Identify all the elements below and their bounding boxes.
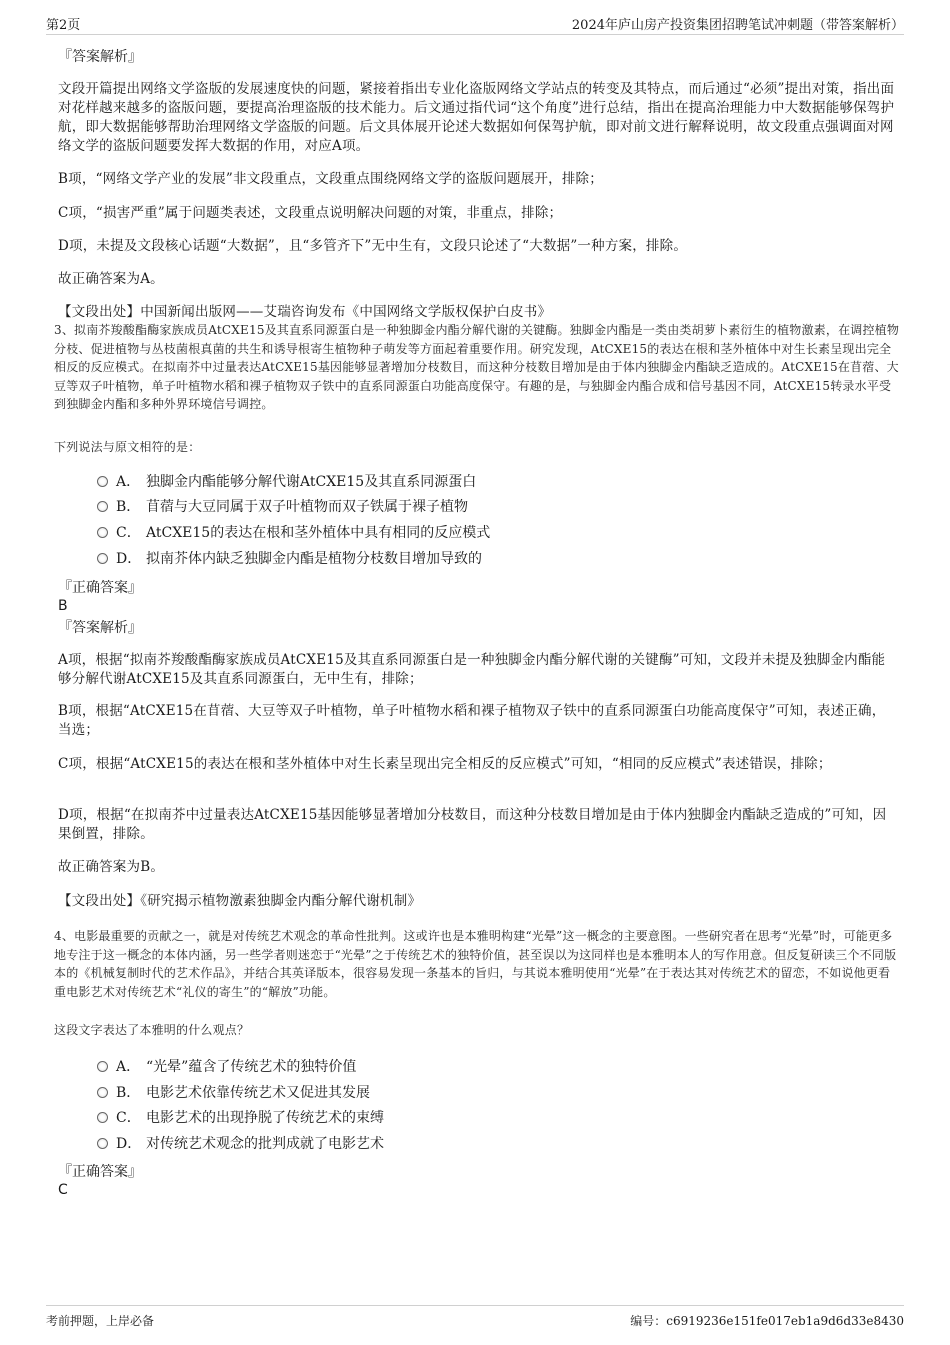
q4-stem: 4、电影最重要的贡献之一，就是对传统艺术观念的革命性批判。这或许也是本雅明构建“光晕”这一概念的主要意图。一些研究者在思考“光晕”时，可能更多地专注于这一概念的本体内涵，另一些学者则迷恋于“光晕”之于传统艺术的独特价值，甚至误以为这同样也是本雅明本人的写作用意。但反复研读三个不同版本的《机械复制时代的艺术作品》，并结合其英译版本，很容易发现一条基本的旨归，与其说本雅明使用“光晕”在于表达其对传统艺术的留恋，不如说他更看重电影艺术对传统艺术“礼仪的寄生”的“解放”功能。 [54, 929, 897, 999]
q3-analysis-label: 『答案解析』 [58, 620, 142, 636]
q2-analysis-c: C项，“损害严重”属于问题类表述，文段重点说明解决问题的对策，非重点，排除； [58, 205, 563, 221]
q3-option-b[interactable]: B． 苜蓿与大豆同属于双子叶植物而双子铁属于裸子植物 [97, 498, 468, 516]
radio-button[interactable] [97, 1138, 108, 1149]
radio-button[interactable] [97, 527, 108, 538]
q3-option-c[interactable]: C． AtCXE15的表达在根和茎外植体中具有相同的反应模式 [97, 524, 490, 542]
q3-analysis-a: A项，根据“拟南芥羧酸酯酶家族成员AtCXE15及其直系同源蛋白是一种独脚金内酯分解代谢的关键酶”可知，文段并未提及独脚金内酯能够分解代谢AtCXE15及其直系同源蛋白，无中生有，排除； [58, 652, 886, 687]
q2-analysis-main: 文段开篇提出网络文学盗版的发展速度快的问题，紧接着指出专业化盗版网络文学站点的转变及其特点，而后通过“必须”提出对策，指出面对花样越来越多的盗版问题，要提高治理盗版的技术能力。后文通过指代词“这个角度”进行总结，指出在提高治理能力中大数据能够保驾护航，即大数据能够帮助治理网络文学盗版的问题。后文具体展开论述大数据如何保驾护航，即对前文进行解释说明，故文段重点强调面对网络文学的盗版问题要发挥大数据的作用，对应A项。 [58, 81, 895, 154]
q3-question: 下列说法与原文相符的是： [54, 440, 201, 454]
q3-answer: B [58, 598, 68, 614]
q4-answer-label: 『正确答案』 [58, 1164, 142, 1180]
q2-analysis-b: B项，“网络文学产业的发展”非文段重点，文段重点围绕网络文学的盗版问题展开，排除； [58, 171, 603, 187]
q3-answer-label: 『正确答案』 [58, 580, 142, 596]
q4-question: 这段文字表达了本雅明的什么观点？ [54, 1023, 250, 1037]
q2-source: 【文段出处】中国新闻出版网——艾瑞咨询发布《中国网络文学版权保护白皮书》 [58, 304, 552, 320]
q4-answer: C [58, 1182, 68, 1198]
radio-button[interactable] [97, 1112, 108, 1123]
q4-option-b[interactable]: B． 电影艺术依靠传统艺术又促进其发展 [97, 1084, 370, 1102]
page-footer [46, 1305, 904, 1334]
q3-conclusion: 故正确答案为B。 [58, 859, 165, 875]
radio-button[interactable] [97, 553, 108, 564]
q4-option-d[interactable]: D． 对传统艺术观念的批判成就了电影艺术 [97, 1135, 384, 1153]
q3-option-d[interactable]: D． 拟南芥体内缺乏独脚金内酯是植物分枝数目增加导致的 [97, 550, 482, 568]
q3-analysis-c: C项，根据“AtCXE15的表达在根和茎外植体中对生长素呈现出完全相反的反应模式”可知，“相同的反应模式”表述错误，排除； [58, 756, 832, 772]
document-id: 编号：c6919236e151fe017eb1a9d6d33e8430 [630, 1314, 904, 1328]
radio-button[interactable] [97, 1087, 108, 1098]
document-title: 2024年庐山房产投资集团招聘笔试冲刺题（带答案解析） [571, 18, 904, 33]
q3-analysis-d: D项，根据“在拟南芥中过量表达AtCXE15基因能够显著增加分枝数目，而这种分枝数目增加是由于体内独脚金内酯缺乏造成的”可知，因果倒置，排除。 [58, 807, 887, 842]
page-number: 第2页 [46, 18, 81, 33]
radio-button[interactable] [97, 1061, 108, 1072]
q2-analysis-label: 『答案解析』 [58, 49, 142, 65]
q3-option-a[interactable]: A． 独脚金内酯能够分解代谢AtCXE15及其直系同源蛋白 [97, 473, 476, 491]
radio-button[interactable] [97, 476, 108, 487]
q2-conclusion: 故正确答案为A。 [58, 271, 164, 287]
q4-option-c[interactable]: C． 电影艺术的出现挣脱了传统艺术的束缚 [97, 1109, 384, 1127]
radio-button[interactable] [97, 501, 108, 512]
q3-analysis-b: B项，根据“AtCXE15在苜蓿、大豆等双子叶植物，单子叶植物水稻和裸子植物双子铁中的直系同源蛋白功能高度保守”可知，表述正确，当选； [58, 703, 886, 738]
q3-stem: 3、拟南芥羧酸酯酶家族成员AtCXE15及其直系同源蛋白是一种独脚金内酯分解代谢的关键酶。独脚金内酯是一类由类胡萝卜素衍生的植物激素，在调控植物分枝、促进植物与丛枝菌根真菌的共生和诱导根寄生植物种子萌发等方面起着重要作用。研究发现，AtCXE15的表达在根和茎外植体中对生长素呈现出完全相反的反应模式。在拟南芥中过量表达AtCXE15基因能够显著增加分枝数目，而这种分枝数目增加是由于体内独脚金内酯缺乏造成的。AtCXE15在苜蓿、大豆等双子叶植物，单子叶植物水稻和裸子植物双子铁中的直系同源蛋白功能高度保守。有趣的是，与独脚金内酯合成和信号基因不同，AtCXE15转录水平受到独脚金内酯和多种外界环境信号调控。 [54, 323, 900, 411]
q3-source: 【文段出处】《研究揭示植物激素独脚金内酯分解代谢机制》 [58, 893, 422, 909]
q2-analysis-d: D项，未提及文段核心话题“大数据”，且“多管齐下”无中生有，文段只论述了“大数据”一种方案，排除。 [58, 238, 688, 254]
footer-slogan: 考前押题，上岸必备 [46, 1314, 155, 1328]
q4-option-a[interactable]: A． “光晕”蕴含了传统艺术的独特价值 [97, 1058, 356, 1076]
page-header [46, 14, 904, 35]
